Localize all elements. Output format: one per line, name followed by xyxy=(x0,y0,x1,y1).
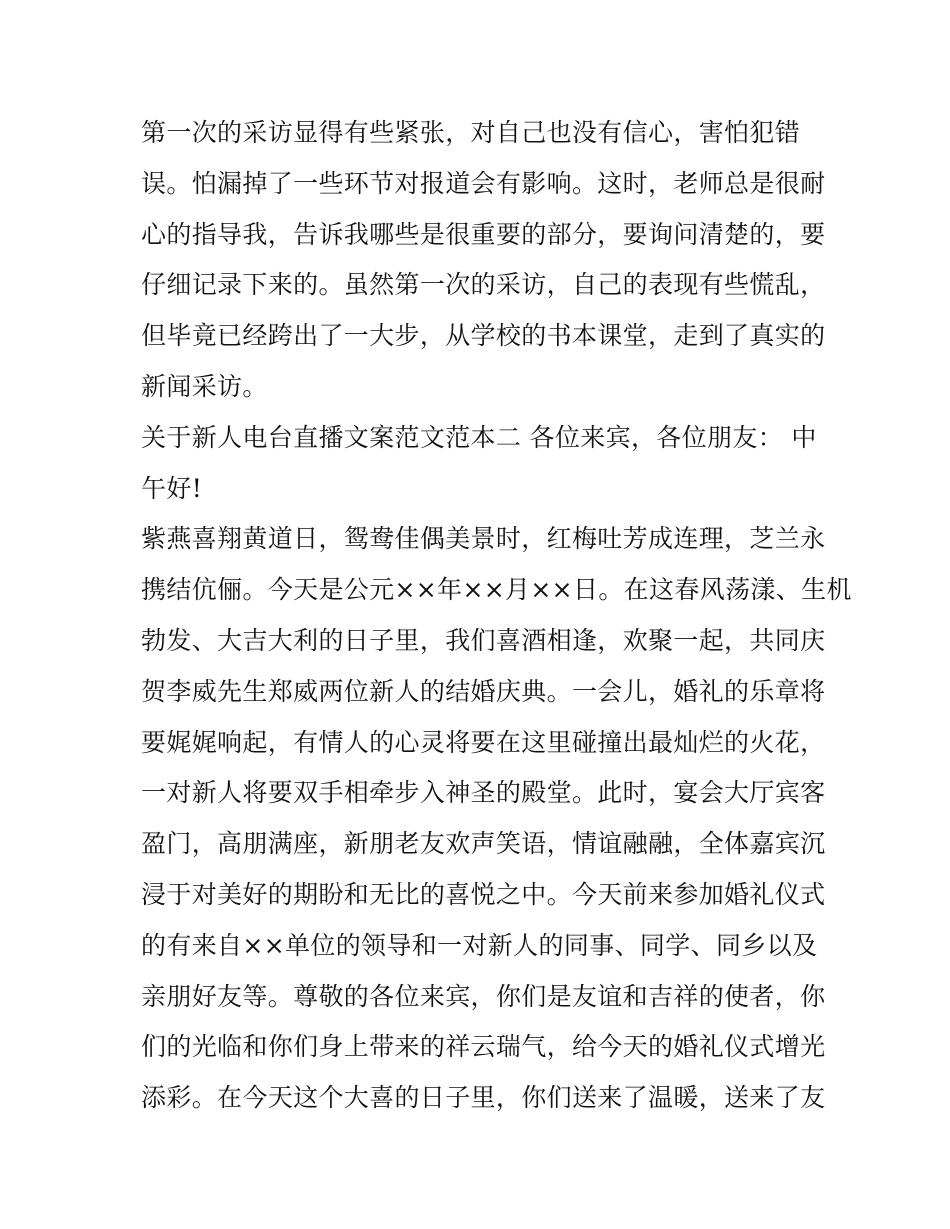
text-line: 们的光临和你们身上带来的祥云瑞气，给今天的婚礼仪式增光 xyxy=(141,1032,826,1062)
section-heading-line: 关于新人电台直播文案范文范本二 各位来宾，各位朋友： 中 xyxy=(141,422,817,452)
text-line: 午好! xyxy=(141,473,203,503)
text-line: 浸于对美好的期盼和无比的喜悦之中。今天前来参加婚礼仪式 xyxy=(141,879,826,909)
text-line: 添彩。在今天这个大喜的日子里，你们送来了温暖，送来了友 xyxy=(141,1083,826,1113)
text-line: 新闻采访。 xyxy=(141,371,268,401)
text-line: 要娓娓响起，有情人的心灵将要在这里碰撞出最灿烂的火花， xyxy=(141,727,826,757)
text-line: 误。怕漏掉了一些环节对报道会有影响。这时，老师总是很耐 xyxy=(141,168,826,198)
text-line: 盈门，高朋满座，新朋老友欢声笑语，情谊融融，全体嘉宾沉 xyxy=(141,829,826,859)
text-line: 心的指导我，告诉我哪些是很重要的部分，要询问清楚的，要 xyxy=(141,219,826,249)
text-line: 亲朋好友等。尊敬的各位来宾，你们是友谊和吉祥的使者，你 xyxy=(141,981,826,1011)
text-line: 勃发、大吉大利的日子里，我们喜酒相逢，欢聚一起，共同庆 xyxy=(141,625,826,655)
text-line: 的有来自××单位的领导和一对新人的同事、同学、同乡以及 xyxy=(141,930,818,960)
text-line: 携结伉俪。今天是公元××年××月××日。在这春风荡漾、生机 xyxy=(141,575,852,605)
text-line: 贺李威先生郑威两位新人的结婚庆典。一会儿，婚礼的乐章将 xyxy=(141,676,826,706)
body-text xyxy=(141,108,852,1124)
text-line: 仔细记录下来的。虽然第一次的采访，自己的表现有些慌乱， xyxy=(141,270,826,300)
text-line: 紫燕喜翔黄道日，鸳鸯佳偶美景时，红梅吐芳成连理，芝兰永 xyxy=(141,524,826,554)
text-line: 一对新人将要双手相牵步入神圣的殿堂。此时，宴会大厅宾客 xyxy=(141,778,826,808)
text-line: 但毕竟已经跨出了一大步，从学校的书本课堂，走到了真实的 xyxy=(141,321,826,351)
text-line: 第一次的采访显得有些紧张，对自己也没有信心，害怕犯错 xyxy=(141,118,801,147)
